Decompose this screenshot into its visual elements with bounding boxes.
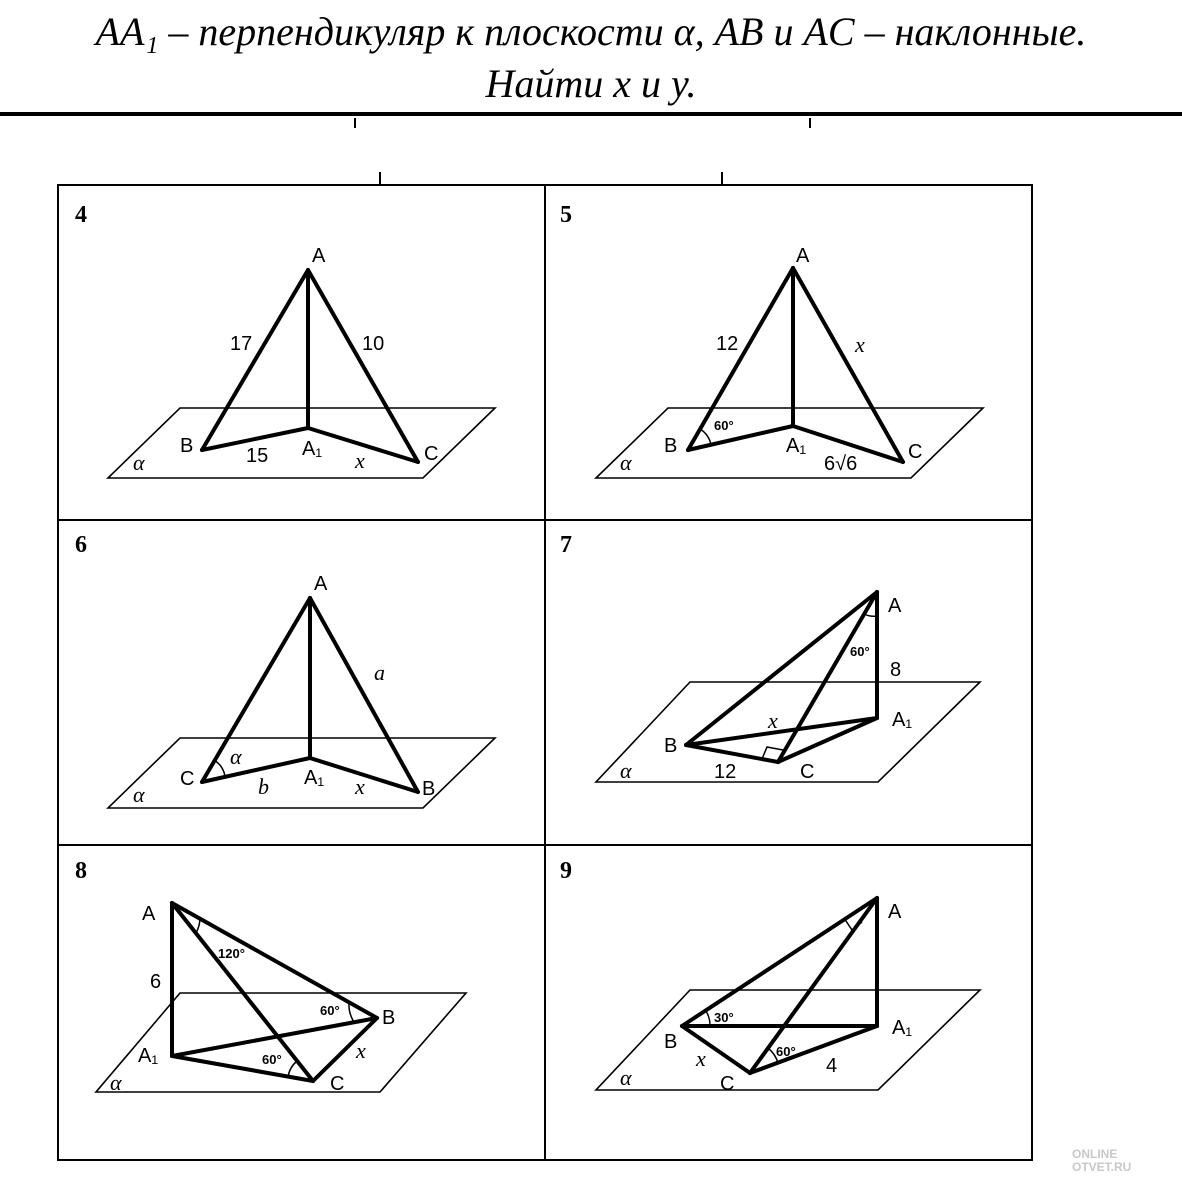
angle-arc-B xyxy=(706,1011,710,1026)
problem-number: 5 xyxy=(560,202,572,228)
point-A1: A₁ xyxy=(304,767,325,789)
plane-label: α xyxy=(133,782,145,807)
problem-8 xyxy=(75,858,466,1095)
problem-5 xyxy=(560,202,983,478)
plane-label: α xyxy=(110,1070,122,1095)
point-A1: A₁ xyxy=(892,709,913,731)
point-A1: A₁ xyxy=(892,1017,913,1039)
problem-number: 7 xyxy=(560,532,572,558)
label-BA1: x xyxy=(768,708,778,733)
problem-6 xyxy=(75,532,495,808)
point-B: B xyxy=(382,1007,396,1029)
segment-AC xyxy=(750,898,877,1073)
label-AB: 12 xyxy=(716,333,739,355)
problem-4 xyxy=(75,202,495,478)
segment-AB xyxy=(682,898,877,1026)
problem-grid xyxy=(58,185,1032,1160)
segment-AC xyxy=(778,592,877,762)
point-A: A xyxy=(142,903,156,925)
point-A: A xyxy=(888,595,902,617)
point-B: B xyxy=(664,435,678,457)
point-C: C xyxy=(424,443,439,465)
top-remnant-lines xyxy=(58,118,1032,185)
problem-7 xyxy=(560,532,980,783)
angle-label-C: 60° xyxy=(262,1052,282,1067)
label-AB: a xyxy=(374,660,385,685)
problem-number: 8 xyxy=(75,858,87,884)
point-B: B xyxy=(422,778,436,800)
header-line-1: AA₁ – перпендикуляр к плоскости α, AB и AC – наклонные. xyxy=(95,9,1087,54)
problem-number: 4 xyxy=(75,202,87,228)
point-A: A xyxy=(314,573,328,595)
label-CA1: 4 xyxy=(826,1055,838,1077)
plane-label: α xyxy=(620,758,632,783)
point-C: C xyxy=(720,1073,735,1095)
plane-label: α xyxy=(133,450,145,475)
point-A1: A₁ xyxy=(138,1045,159,1067)
segment-AC xyxy=(172,903,313,1081)
problem-9 xyxy=(560,858,980,1095)
angle-label-B: 60° xyxy=(320,1003,340,1018)
label-A1C: x xyxy=(355,448,365,473)
watermark xyxy=(1072,1148,1172,1174)
segment-CA1 xyxy=(202,758,310,782)
label-AC: 10 xyxy=(362,333,385,355)
label-A1B: x xyxy=(355,774,365,799)
angle-arc-B xyxy=(700,429,711,445)
label-AC: x xyxy=(855,332,865,357)
problem-number: 6 xyxy=(75,532,87,558)
point-A: A xyxy=(888,901,902,923)
segment-A1C xyxy=(172,1056,313,1081)
label-AB: 17 xyxy=(230,333,253,355)
label-A1C: 6√6 xyxy=(824,453,858,475)
point-C: C xyxy=(330,1073,345,1095)
point-C: C xyxy=(908,441,923,463)
point-C: C xyxy=(800,761,815,783)
label-AA1: 8 xyxy=(890,659,902,681)
angle-label-A: 60° xyxy=(850,644,870,659)
segment-BC xyxy=(682,1026,750,1073)
header-line-2: Найти x и y. xyxy=(485,61,697,106)
segment-AB xyxy=(172,903,377,1018)
segment-AB xyxy=(688,268,793,450)
angle-arc-C xyxy=(288,1061,297,1077)
plane-label: α xyxy=(620,1065,632,1090)
plane-label: α xyxy=(620,450,632,475)
label-BA1: 15 xyxy=(246,445,269,467)
angle-label-B: 60° xyxy=(714,418,734,433)
point-A1: A₁ xyxy=(786,435,807,457)
plane-alpha xyxy=(108,738,495,808)
label-CB: x xyxy=(356,1038,366,1063)
point-A1: A₁ xyxy=(302,438,323,460)
angle-label-C: 60° xyxy=(776,1044,796,1059)
problem-number: 9 xyxy=(560,858,572,884)
label-BC: 12 xyxy=(714,761,737,783)
segment-AB xyxy=(202,270,308,450)
point-A: A xyxy=(312,245,326,267)
segment-AC xyxy=(202,598,310,782)
segment-BA1 xyxy=(688,426,793,450)
point-B: B xyxy=(664,735,678,757)
angle-label-C: α xyxy=(230,744,242,769)
label-AA1: 6 xyxy=(150,971,162,993)
watermark-line-1: ONLINE xyxy=(1072,1147,1118,1161)
angle-arc-A xyxy=(196,918,200,933)
point-B: B xyxy=(664,1031,678,1053)
angle-label-A: 120° xyxy=(218,946,245,961)
label-BC: x xyxy=(696,1046,706,1071)
point-B: B xyxy=(180,435,194,457)
plane-alpha xyxy=(596,990,980,1090)
label-CA1: b xyxy=(258,774,269,799)
point-A: A xyxy=(796,245,810,267)
watermark-line-2: OTVET.RU xyxy=(1072,1160,1132,1174)
angle-label-B: 30° xyxy=(714,1010,734,1025)
point-C: C xyxy=(180,768,195,790)
